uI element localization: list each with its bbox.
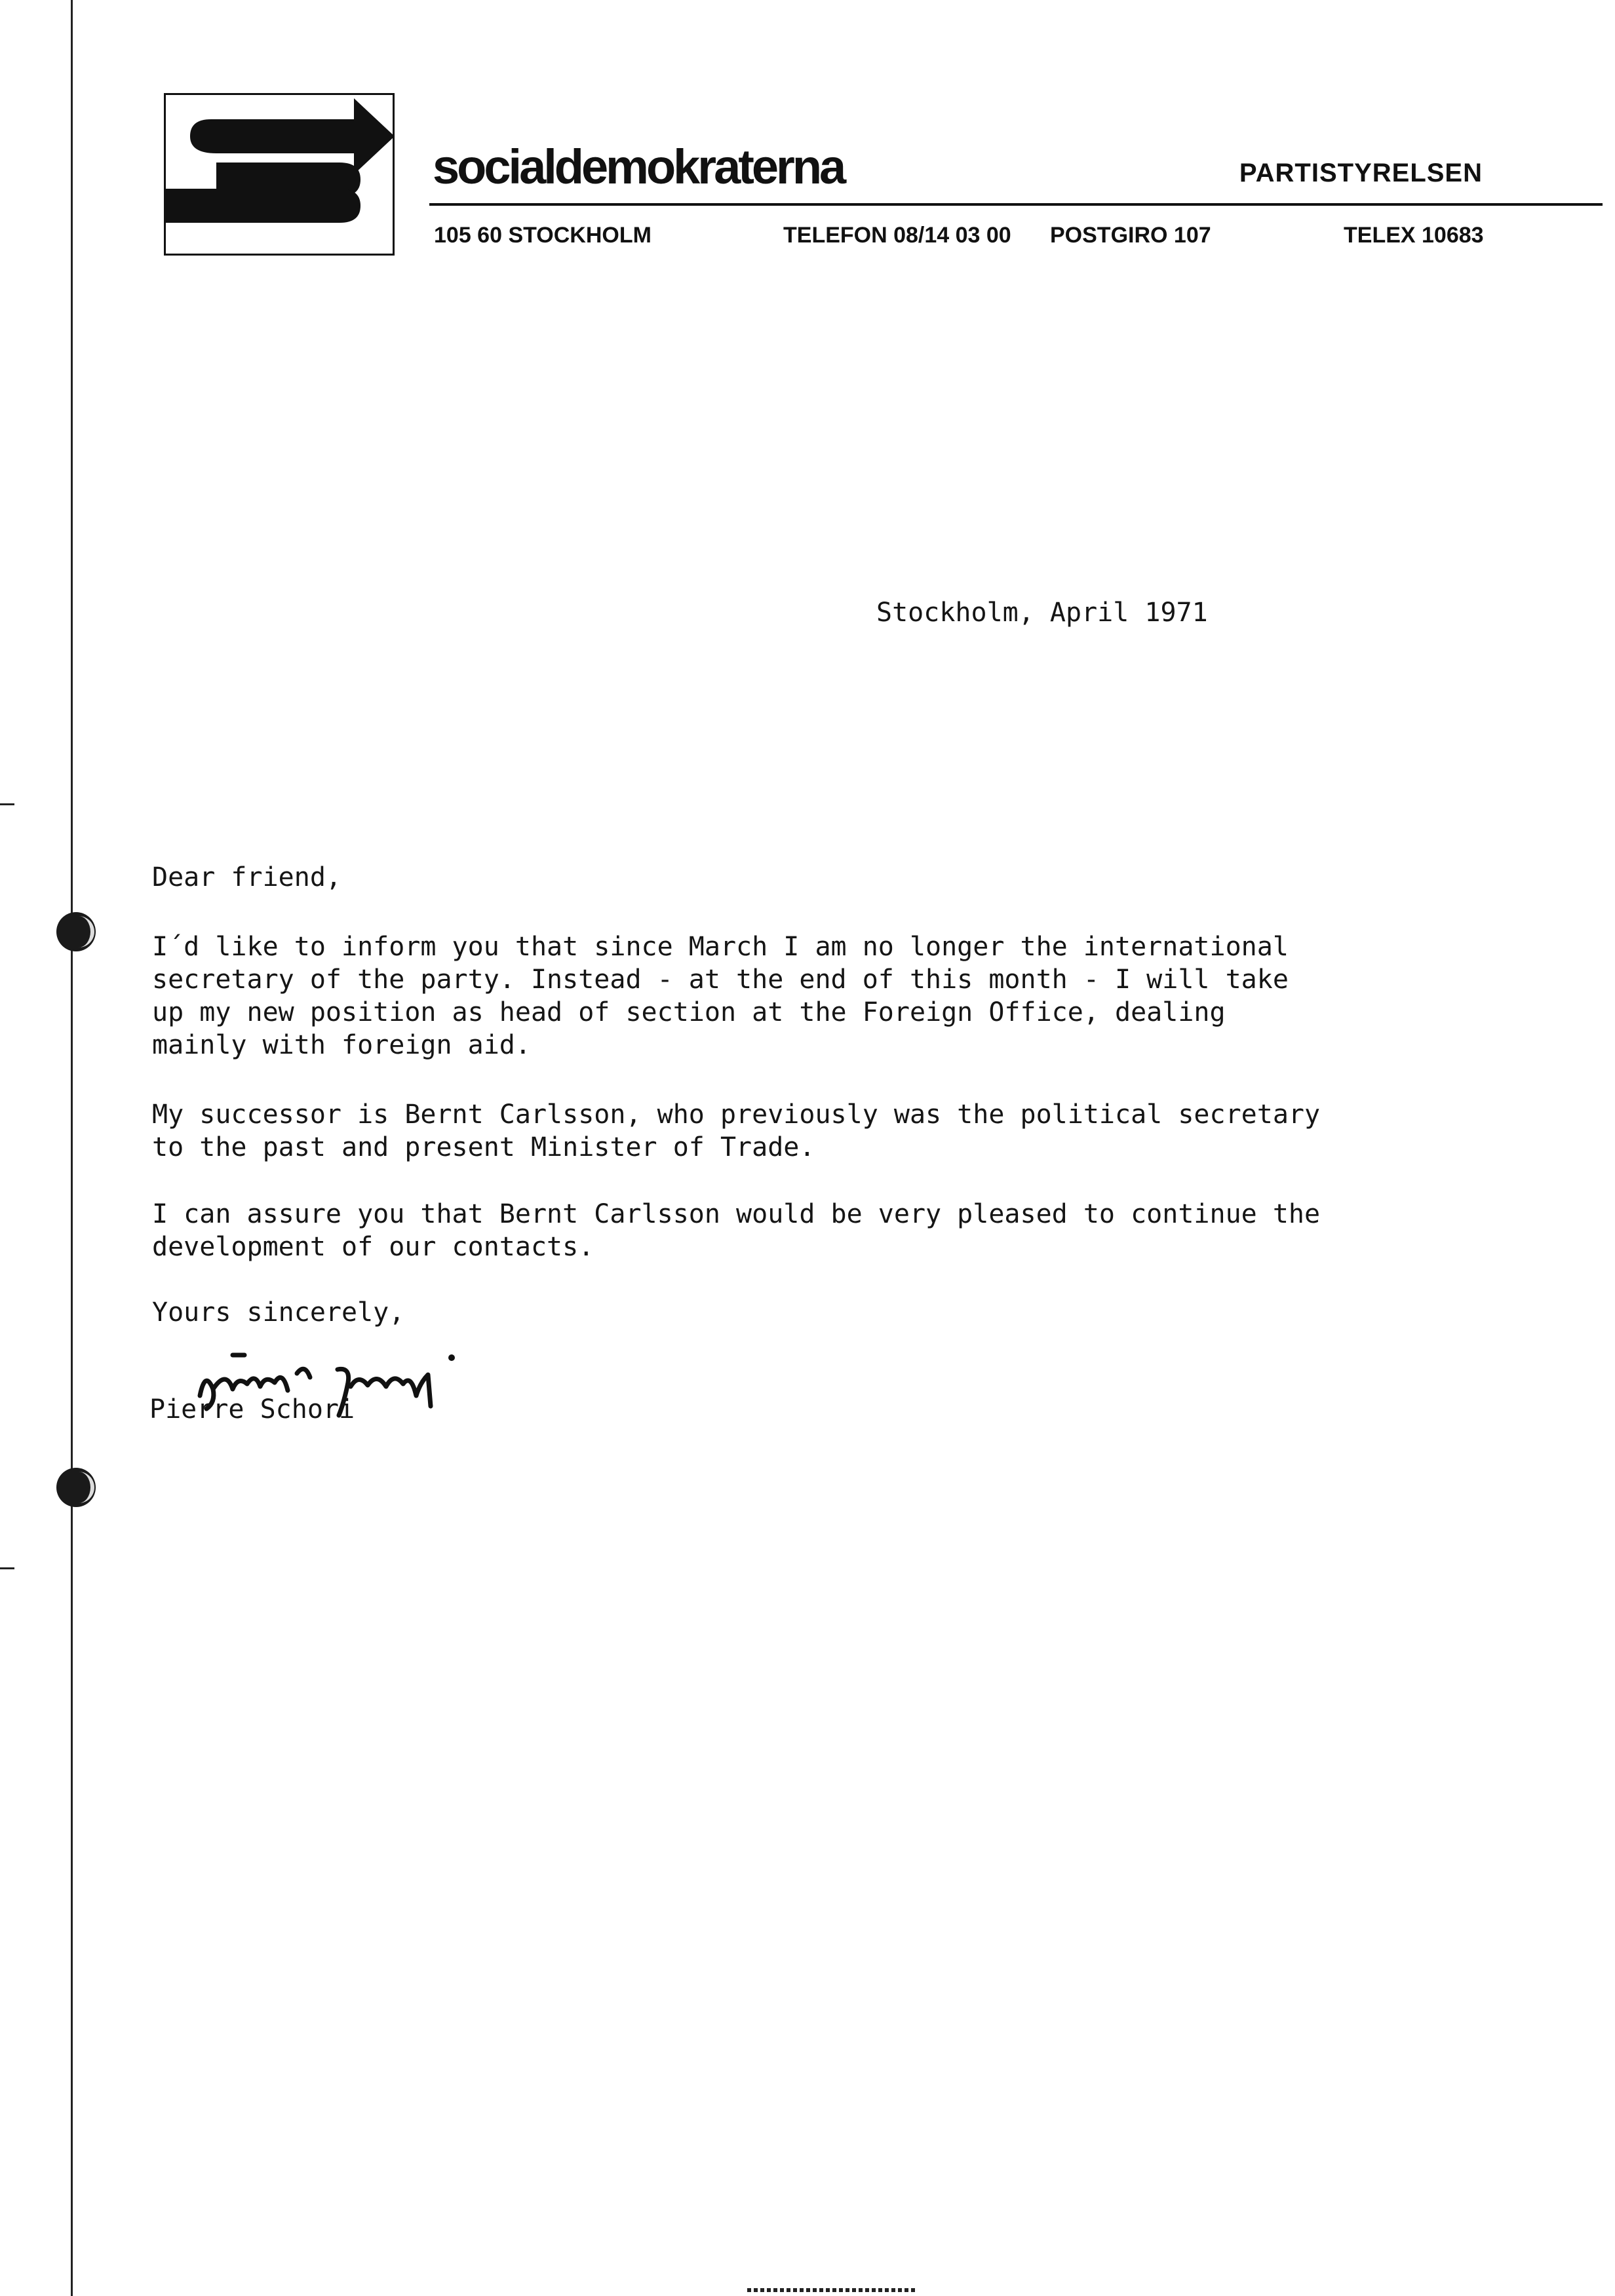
department-name: PARTISTYRELSEN (1239, 159, 1483, 187)
letterhead-rule (429, 203, 1603, 206)
organization-name: socialdemokraterna (433, 140, 844, 194)
paragraph-line: secretary of the party. Instead - at the end of this month - I will take (152, 965, 1289, 995)
paragraph-line: development of our contacts. (152, 1232, 594, 1262)
postgiro: POSTGIRO 107 (1050, 223, 1211, 248)
paragraph-line: I´d like to inform you that since March I am no longer the international (152, 932, 1289, 962)
telephone: TELEFON 08/14 03 00 (783, 223, 1011, 248)
page-edge-line (71, 0, 73, 2296)
address: 105 60 STOCKHOLM (434, 223, 652, 248)
paragraph-line: mainly with foreign aid. (152, 1030, 531, 1060)
fold-mark-lower (0, 1567, 14, 1569)
paragraph-line: up my new position as head of section at the Foreign Office, dealing (152, 997, 1226, 1027)
scan-artifact (747, 2288, 918, 2292)
signatory-name: Pierre Schori (149, 1394, 355, 1425)
fold-mark-upper (0, 803, 14, 805)
closing: Yours sincerely, (152, 1297, 405, 1328)
paragraph-line: My successor is Bernt Carlsson, who previously was the political secretary (152, 1100, 1321, 1130)
paragraph-line: to the past and present Minister of Trade. (152, 1132, 815, 1162)
telex: TELEX 10683 (1344, 223, 1484, 248)
punch-hole-lower (52, 1464, 100, 1511)
paragraph-line: I can assure you that Bernt Carlsson would be very pleased to continue the (152, 1199, 1321, 1229)
dateline: Stockholm, April 1971 (876, 598, 1208, 628)
party-logo-icon (164, 93, 400, 257)
punch-hole-upper (52, 908, 100, 955)
salutation: Dear friend, (152, 862, 341, 892)
